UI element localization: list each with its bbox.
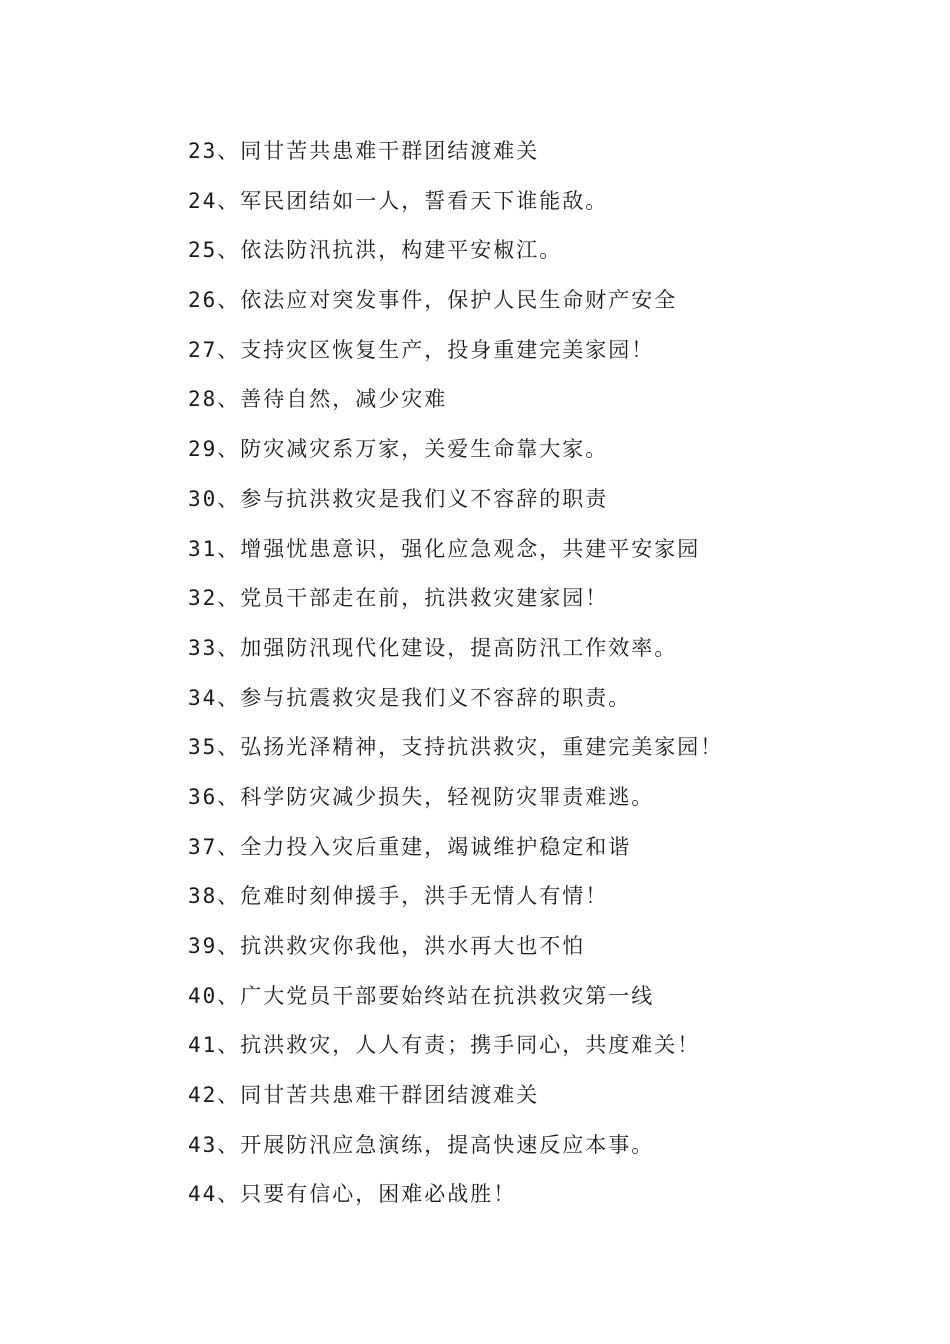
list-item: 42、同甘苦共患难干群团结渡难关 xyxy=(188,1083,540,1108)
list-item: 33、加强防汛现代化建设，提高防汛工作效率。 xyxy=(188,635,678,660)
list-item: 35、弘扬光泽精神，支持抗洪救灾，重建完美家园！ xyxy=(188,735,724,760)
list-item: 28、善待自然，减少灾难 xyxy=(188,387,448,412)
list-item: 43、开展防汛应急演练，提高快速反应本事。 xyxy=(188,1132,655,1157)
list-item: 31、增强忧患意识，强化应急观念，共建平安家园 xyxy=(188,536,701,561)
list-item: 37、全力投入灾后重建，竭诚维护稳定和谐 xyxy=(188,834,632,859)
list-item: 23、同甘苦共患难干群团结渡难关 xyxy=(188,139,540,163)
list-item: 30、参与抗洪救灾是我们义不容辞的职责 xyxy=(188,486,609,511)
list-item: 27、支持灾区恢复生产，投身重建完美家园！ xyxy=(188,337,655,362)
list-item: 25、依法防汛抗洪，构建平安椒江。 xyxy=(188,238,563,263)
list-item: 34、参与抗震救灾是我们义不容辞的职责。 xyxy=(188,685,632,710)
list-item: 29、防灾减灾系万家，关爱生命靠大家。 xyxy=(188,437,609,462)
list-item: 44、只要有信心，困难必战胜！ xyxy=(188,1182,517,1207)
list-item: 26、依法应对突发事件，保护人民生命财产安全 xyxy=(188,288,678,313)
list-item: 40、广大党员干部要始终站在抗洪救灾第一线 xyxy=(188,983,655,1008)
slogan-list xyxy=(188,135,723,1228)
list-item: 41、抗洪救灾，人人有责；携手同心，共度难关！ xyxy=(188,1033,701,1058)
list-item: 38、危难时刻伸援手，洪手无情人有情！ xyxy=(188,884,609,909)
list-item: 36、科学防灾减少损失，轻视防灾罪责难逃。 xyxy=(188,784,655,809)
list-item: 24、军民团结如一人，誓看天下谁能敌。 xyxy=(188,188,609,213)
list-item: 39、抗洪救灾你我他，洪水再大也不怕 xyxy=(188,934,586,958)
list-item: 32、党员干部走在前，抗洪救灾建家园！ xyxy=(188,586,609,611)
